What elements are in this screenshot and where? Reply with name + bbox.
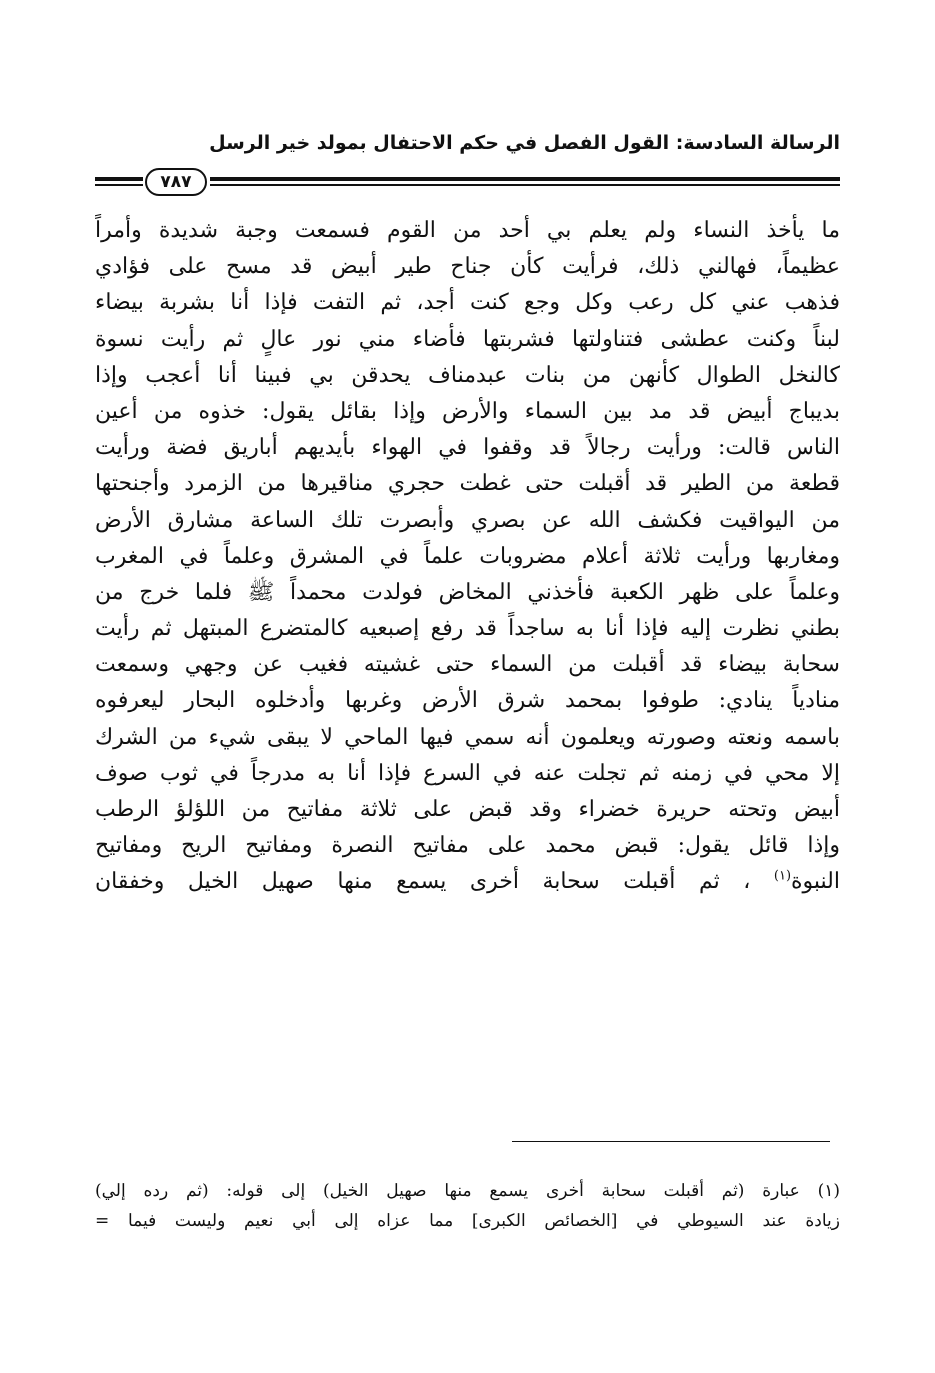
body-line: وعلماً على ظهر الكعبة فأخذني المخاض فولدت محمداً ﷺ فلما خرج من <box>95 579 840 605</box>
footnote-line: زيادة عند السيوطي في [الخصائص الكبرى] مما عزاه إلى أبي نعيم وليست فيما = <box>95 1211 840 1231</box>
last-line-rest: ، ثم أقبلت سحابة أخرى يسمع منها صهيل الخيل وخفقان <box>95 869 774 895</box>
body-line: عظيماً، فهالني ذلك، فرأيت كأن جناح طير أبيض قد مسح على فؤادي <box>95 254 840 280</box>
header-rule-right <box>210 177 840 186</box>
body-text <box>95 213 840 901</box>
body-line: الناس قالت: ورأيت رجالاً قد وقفوا في الهواء بأيديهم أباريق فضة ورأيت <box>95 435 840 461</box>
body-line: إلا محي في زمنه ثم تجلت عنه في السرع فإذا أنا به مدرجاً في ثوب صوف <box>95 760 840 786</box>
last-line-start: النبوة <box>791 869 840 895</box>
footnote-line: (١) عبارة (ثم أقبلت سحابة أخرى يسمع منها صهيل الخيل) إلى قوله: (ثم رده إلي) <box>95 1181 840 1201</box>
body-line: منادياً ينادي: طوفوا بمحمد شرق الأرض وغربها وأدخلوه البحار ليعرفوه <box>95 688 840 714</box>
body-line: كالنخل الطوال كأنهن من بنات عبدمناف يحدقن بي فبينا أنا أعجب وإذا <box>95 362 840 388</box>
body-line: فذهب عني كل رعب وكل وجع كنت أجد، ثم التفت فإذا أنا بشربة بيضاء <box>95 290 840 316</box>
body-line: من اليواقيت فكشف الله عن بصري وأبصرت تلك الساعة مشارق الأرض <box>95 507 840 533</box>
footnote-reference: (١) <box>773 869 792 885</box>
body-line: قطعة من الطير قد أقبلت حتى غطت حجري مناقيرها من الزمرد وأجنحتها <box>95 471 840 497</box>
body-line: سحابة بيضاء قد أقبلت من السماء حتى غشيته فغيب عن وجهي وسمعت <box>95 652 840 678</box>
body-line: لبناً وكنت عطشى فتناولتها فشربتها فأضاء مني نور عالٍ ثم رأيت نسوة <box>95 326 840 352</box>
running-head: الرسالة السادسة: القول الفصل في حكم الاحتفال بمولد خير الرسل <box>209 132 840 154</box>
body-line: وإذا قائل يقول: قبض محمد على مفاتيح النصرة ومفاتيح الريح ومفاتيح <box>95 833 840 859</box>
body-line: أبيض وتحته حريرة خضراء وقد قبض على ثلاثة مفاتيح من اللؤلؤ الرطب <box>95 797 840 822</box>
page-number: ٧٨٧ <box>145 168 207 196</box>
header-rule-left <box>95 177 143 186</box>
body-line: ومغاربها ورأيت ثلاثة أعلام مضروبات علماً في المشرق وعلماً في المغرب <box>95 543 840 569</box>
footnotes <box>95 1176 840 1236</box>
body-line-last <box>95 864 840 900</box>
body-line: بطني نظرت إليه فإذا أنا به ساجداً قد رفع إصبعيه كالمتضرع المبتهل ثم رأيت <box>95 616 840 642</box>
body-line: ما يأخذ النساء ولم يعلم بي أحد من القوم فسمعت وجبة شديدة وأمراً <box>95 218 840 243</box>
header-rule <box>95 168 840 198</box>
footnote-separator <box>512 1141 830 1142</box>
body-line: بديباج أبيض قد مد بين السماء والأرض وإذا بقائل يقول: خذوه من أعين <box>95 398 840 424</box>
body-line: باسمه ونعته وصورته ويعلمون أنه سمي فيها الماحي لا يبقى شيء من الشرك <box>95 724 840 750</box>
